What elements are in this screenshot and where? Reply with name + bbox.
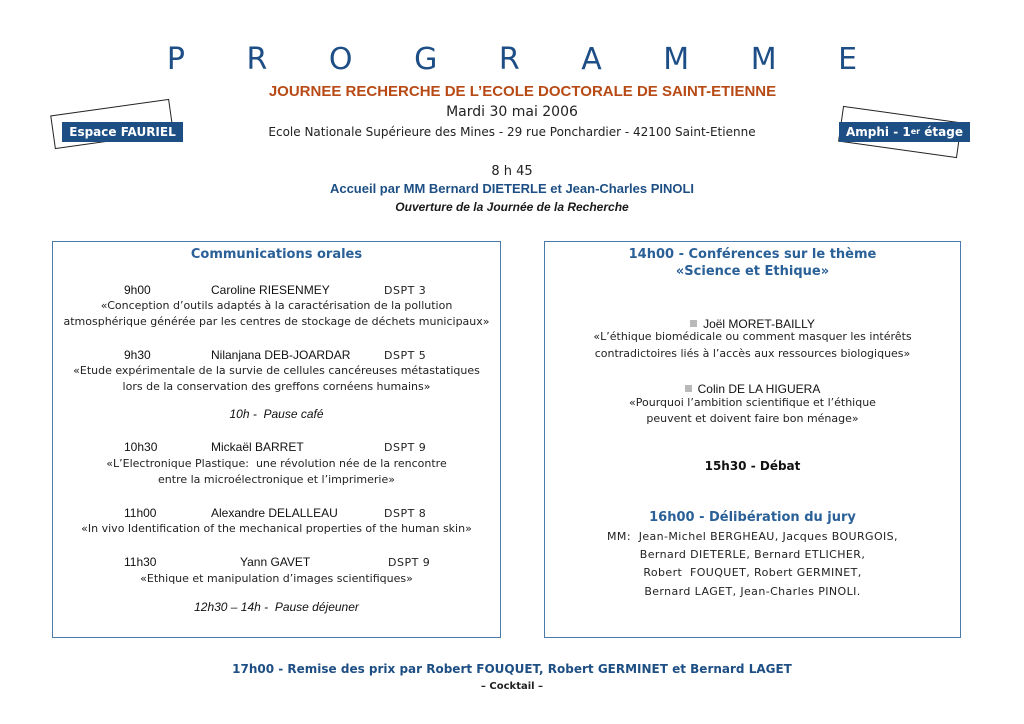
event-subtitle: JOURNEE RECHERCHE DE L’ECOLE DOCTORALE DE SAINT-ETIENNE <box>268 83 777 100</box>
coffee-break: 10h - Pause café <box>229 407 324 421</box>
welcome-line: Accueil par MM Bernard DIETERLE et Jean-Charles PINOLI <box>329 181 695 196</box>
jury-deliberation-heading: 16h00 - Délibération du jury <box>649 510 856 525</box>
right-tag-tail: étage <box>920 125 963 139</box>
bullet-square-icon <box>685 385 692 392</box>
talk-description: «Etude expérimentale de la survie de cellules cancéreuses métastatiques <box>73 364 480 377</box>
oral-communications-heading: Communications orales <box>190 247 363 262</box>
lecture-speaker: Joël MORET-BAILLY <box>703 317 815 331</box>
talk-description: «L’Electronique Plastique: une révolution née de la rencontre <box>106 457 447 470</box>
talk-description: lors de la conservation des greffons cornéens humains» <box>122 380 431 393</box>
talk-time: 11h00 <box>124 506 157 520</box>
right-tag-text: Amphi - 1 <box>846 125 911 139</box>
lecture-speaker: Colin DE LA HIGUERA <box>697 382 821 396</box>
jury-members: Robert FOUQUET, Robert GERMINET, <box>643 566 862 579</box>
lecture-description: «Pourquoi l’ambition scientifique et l’éthique <box>629 396 876 409</box>
lecture-description: peuvent et doivent faire bon ménage» <box>646 412 859 425</box>
talk-dept: DSPT 3 <box>384 284 427 297</box>
lecture-description: contradictoires liés à l’accès aux ressources biologiques» <box>594 347 911 360</box>
jury-members: MM: Jean-Michel BERGHEAU, Jacques BOURGOIS, <box>607 530 898 543</box>
talk-dept: DSPT 5 <box>384 349 427 362</box>
talk-speaker: Alexandre DELALLEAU <box>211 506 338 520</box>
awards-line: 17h00 - Remise des prix par Robert FOUQUET, Robert GERMINET et Bernard LAGET <box>232 662 792 676</box>
event-address: Ecole Nationale Supérieure des Mines - 29 rue Ponchardier - 42100 Saint-Etienne <box>268 125 756 139</box>
talk-time: 11h30 <box>124 555 157 569</box>
talk-speaker: Yann GAVET <box>240 555 311 569</box>
jury-members: Bernard LAGET, Jean-Charles PINOLI. <box>644 585 861 598</box>
talk-speaker: Nilanjana DEB-JOARDAR <box>211 348 351 362</box>
lunch-break: 12h30 – 14h - Pause déjeuner <box>194 600 359 614</box>
talk-description: atmosphérique générée par les centres de stockage de déchets municipaux» <box>63 315 490 328</box>
opening-time: 8 h 45 <box>491 164 533 179</box>
talk-description: «Ethique et manipulation d’images scientifiques» <box>140 572 413 585</box>
talk-time: 10h30 <box>124 440 158 454</box>
talk-time: 9h00 <box>124 283 151 297</box>
page-title: P R O G R A M M E <box>166 42 884 77</box>
event-date: Mardi 30 mai 2006 <box>446 104 578 120</box>
talk-speaker: Caroline RIESENMEY <box>211 283 330 297</box>
talk-dept: DSPT 8 <box>384 507 427 520</box>
talk-dept: DSPT 9 <box>384 441 427 454</box>
debate-line: 15h30 - Débat <box>704 459 801 473</box>
talk-dept: DSPT 9 <box>388 556 431 569</box>
talk-speaker: Mickaël BARRET <box>211 440 304 454</box>
bullet-square-icon <box>690 320 697 327</box>
jury-members: Bernard DIETERLE, Bernard ETLICHER, <box>639 548 866 561</box>
talk-description: «In vivo Identification of the mechanical properties of the human skin» <box>81 522 472 535</box>
opening-line: Ouverture de la Journée de la Recherche <box>395 200 629 214</box>
talk-description: «Conception d’outils adaptés à la caractérisation de la pollution <box>100 299 453 312</box>
left-location-tag: Espace FAURIEL <box>62 122 183 142</box>
conference-theme: «Science et Ethique» <box>675 264 830 279</box>
cocktail-line: – Cocktail – <box>480 681 544 692</box>
right-location-tag: Amphi - 1 er étage <box>839 122 970 142</box>
talk-description: entre la microélectronique et l’imprimerie» <box>158 473 395 486</box>
conference-heading: 14h00 - Conférences sur le thème <box>628 247 877 262</box>
lecture-description: «L’éthique biomédicale ou comment masquer les intérêts <box>593 330 912 343</box>
talk-time: 9h30 <box>124 348 151 362</box>
